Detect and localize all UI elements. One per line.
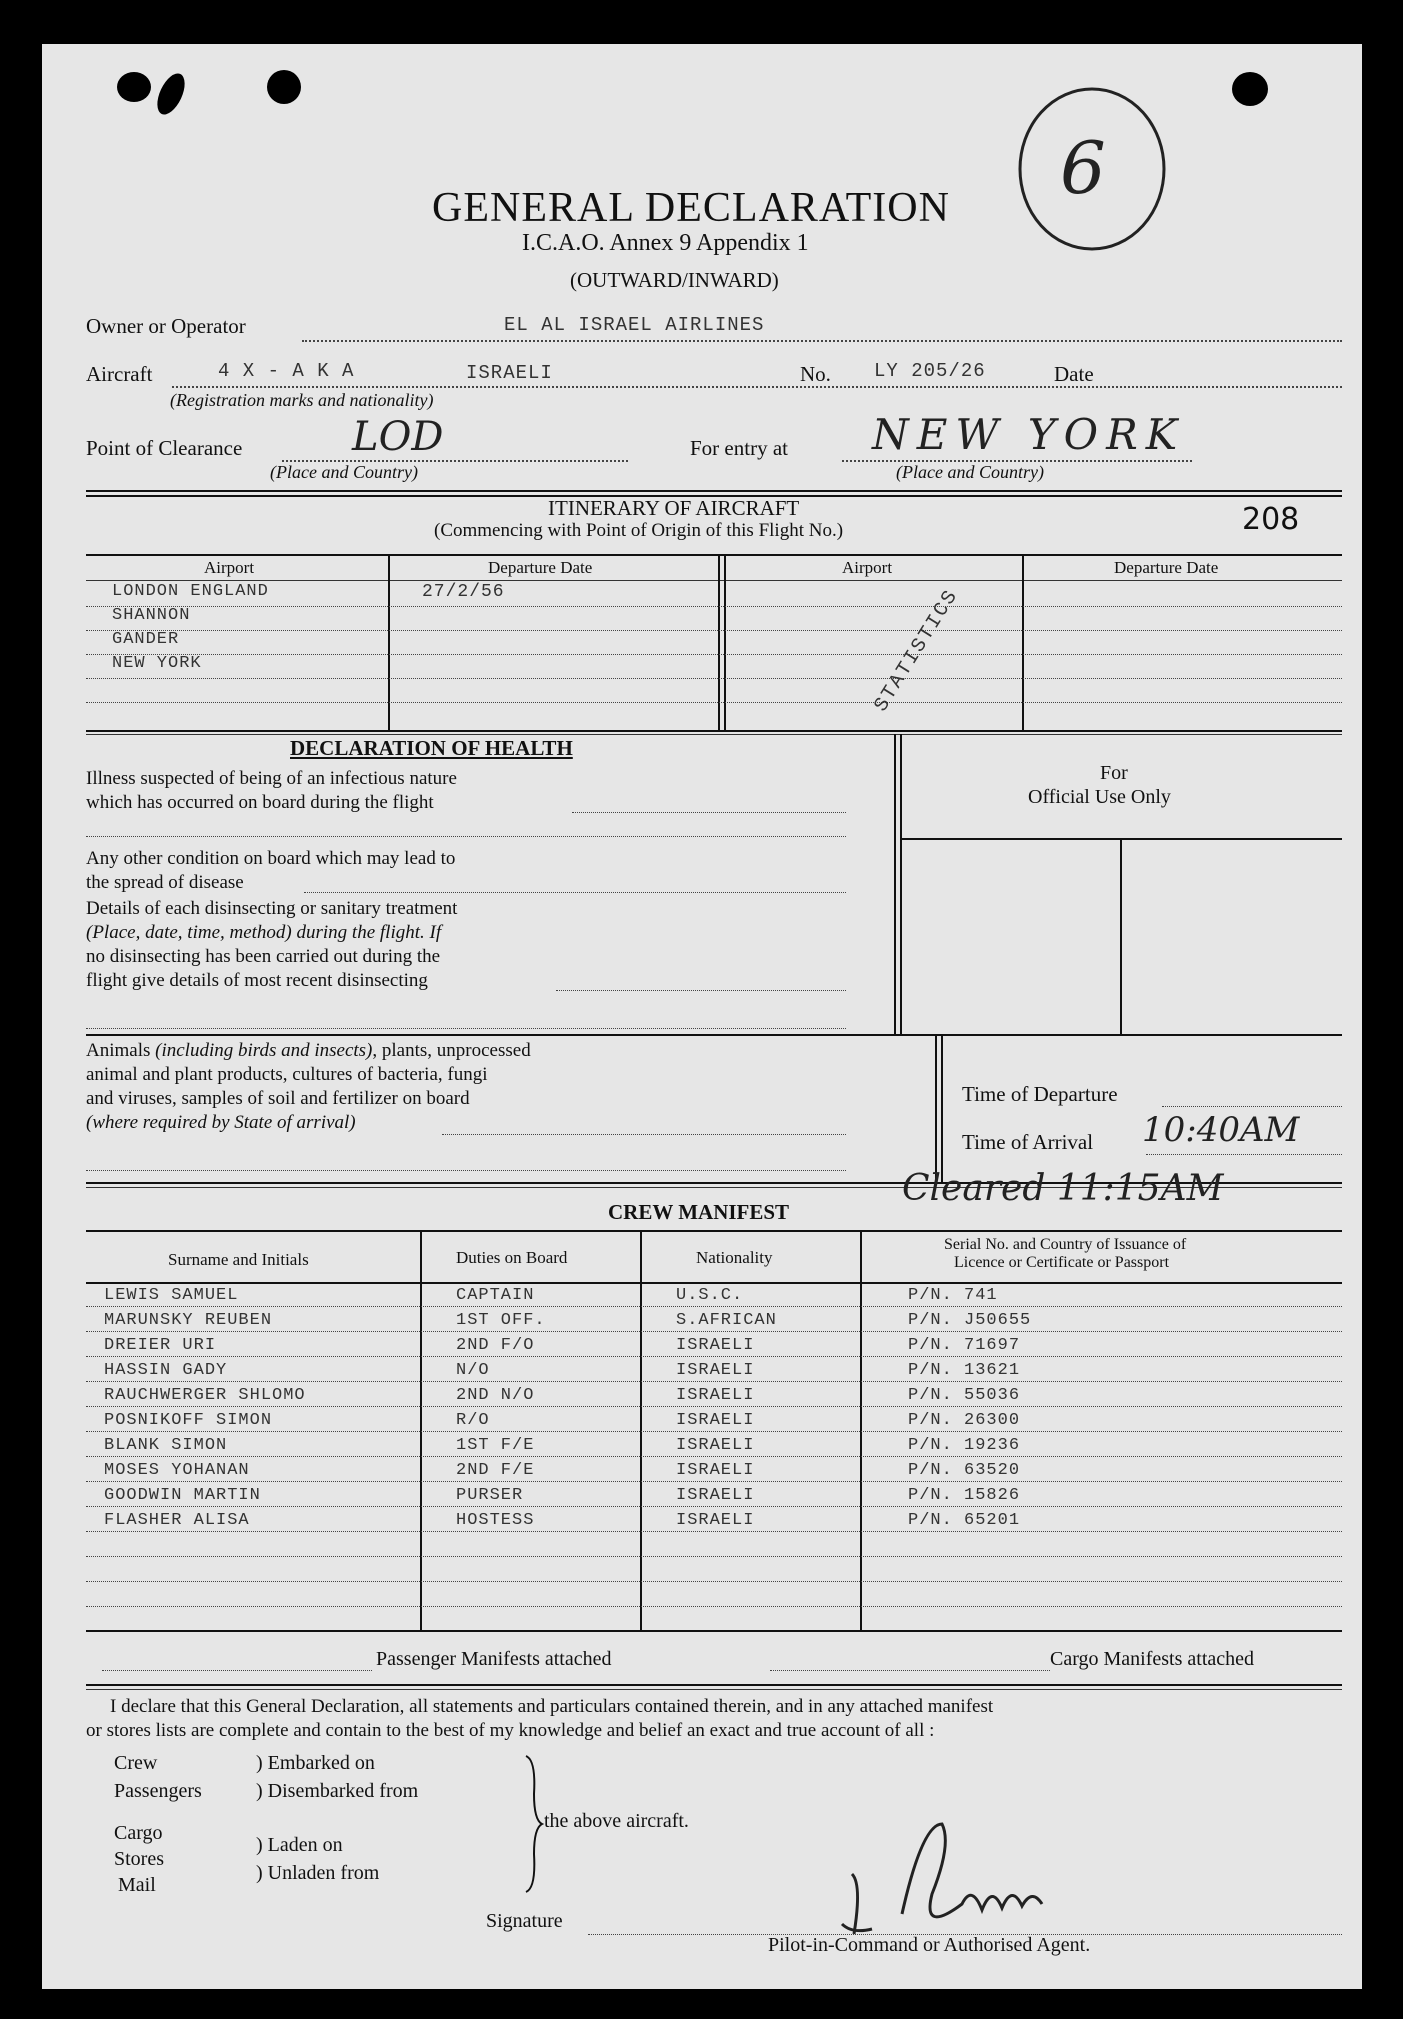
crew-row-line	[86, 1406, 1342, 1407]
declaration-embarked	[256, 1752, 375, 1775]
col-departure-2: Departure Date	[1114, 558, 1219, 577]
punch-hole	[1232, 72, 1268, 106]
official-for: For	[1100, 762, 1128, 784]
arrival-line	[1146, 1154, 1342, 1155]
owner-line	[302, 340, 1342, 342]
crew-col-duty: Duties on Board	[456, 1248, 568, 1267]
signature-icon	[812, 1784, 1052, 1944]
crew-col-serial-1: Serial No. and Country of Issuance of	[944, 1236, 1187, 1253]
crew-bottom-rule	[86, 1630, 1342, 1632]
health-q3-answer	[556, 990, 846, 991]
col-divider	[718, 554, 720, 730]
crew-col-divider	[640, 1230, 642, 1470]
crew-row-line	[86, 1531, 1342, 1532]
health-q1-line2: which has occurred on board during the flight	[86, 792, 434, 813]
crew-row-line	[86, 1331, 1342, 1332]
crew-duty: HOSTESS	[456, 1511, 535, 1530]
crew-col-name: Surname and Initials	[168, 1250, 309, 1269]
crew-serial: P/N. 65201	[908, 1511, 1021, 1530]
aircraft-label: Aircraft	[86, 362, 153, 386]
crew-nationality: ISRAELI	[676, 1486, 755, 1505]
declaration-crew: Crew	[114, 1752, 158, 1774]
entry-label: For entry at	[690, 436, 788, 460]
declaration-above-aircraft: the above aircraft.	[544, 1810, 689, 1832]
statistics-stamp: STATISTICS	[870, 585, 964, 717]
col-divider	[1022, 554, 1024, 730]
owner-value: EL AL ISRAEL AIRLINES	[504, 314, 765, 336]
declaration-mail: Mail	[118, 1874, 156, 1896]
date-label: Date	[1054, 362, 1094, 386]
crew-col-serial-2: Licence or Certificate or Passport	[954, 1254, 1170, 1271]
departure-label: Time of Departure	[962, 1082, 1118, 1106]
health-top-rule	[86, 730, 1342, 732]
animals-text-c: , plants, unprocessed	[372, 1040, 531, 1061]
crew-header-rule	[86, 1282, 1342, 1284]
crew-duty: R/O	[456, 1411, 490, 1430]
crew-nationality: ISRAELI	[676, 1436, 755, 1455]
animals-line1	[86, 1040, 531, 1062]
crew-serial: P/N. 63520	[908, 1461, 1021, 1480]
declaration-laden	[256, 1834, 343, 1857]
itinerary-airport-3: GANDER	[112, 630, 180, 649]
crew-row-line	[86, 1581, 1342, 1582]
health-q1-answer	[572, 812, 846, 813]
brace-mark: )	[256, 1862, 268, 1884]
unladen-text: Unladen from	[267, 1862, 380, 1884]
itinerary-title: ITINERARY OF AIRCRAFT	[548, 496, 800, 520]
registration-note: (Registration marks and nationality)	[170, 390, 434, 410]
rule	[86, 490, 1342, 492]
entry-place-note: (Place and Country)	[896, 462, 1044, 482]
crew-row-line	[86, 1506, 1342, 1507]
col-airport: Airport	[204, 558, 255, 577]
crew-serial: P/N. 15826	[908, 1486, 1021, 1505]
declaration-stores: Stores	[114, 1848, 164, 1870]
crew-nationality: ISRAELI	[676, 1361, 755, 1380]
official-use-only: Official Use Only	[1028, 786, 1171, 808]
official-box-divider	[1120, 838, 1122, 1034]
crew-col-nat: Nationality	[696, 1248, 773, 1267]
crew-name: FLASHER ALISA	[104, 1511, 250, 1530]
col-departure: Departure Date	[488, 558, 593, 577]
official-box-left	[894, 734, 896, 1034]
crew-col-divider	[860, 1230, 862, 1470]
passenger-manifest-line	[102, 1670, 372, 1671]
cleared-note: Cleared 11:15AM	[902, 1168, 1224, 1209]
crew-name: GOODWIN MARTIN	[104, 1486, 261, 1505]
crew-row-line	[86, 1381, 1342, 1382]
disembarked-text: Disembarked from	[267, 1780, 419, 1802]
itinerary-date-1: 27/2/56	[422, 582, 505, 602]
health-q3-line2: (Place, date, time, method) during the flight. If	[86, 922, 442, 943]
animals-top-rule	[86, 1034, 1342, 1036]
declaration-cargo: Cargo	[114, 1822, 163, 1844]
crew-nationality: ISRAELI	[676, 1461, 755, 1480]
health-q3-line3: no disinsecting has been carried out during the	[86, 946, 441, 967]
document-subtitle: I.C.A.O. Annex 9 Appendix 1	[522, 230, 809, 256]
col-airport-2: Airport	[842, 558, 893, 577]
animals-line4: (where required by State of arrival)	[86, 1112, 356, 1133]
health-q1-answer-2	[86, 836, 846, 837]
animals-line3: and viruses, samples of soil and fertilizer on board	[86, 1088, 470, 1109]
crew-name: MOSES YOHANAN	[104, 1461, 250, 1480]
col-divider	[388, 554, 390, 730]
crew-serial: P/N. J50655	[908, 1311, 1032, 1330]
itinerary-airport-4: NEW YORK	[112, 654, 202, 673]
document-page	[42, 44, 1362, 1989]
crew-row-line	[86, 1456, 1342, 1457]
animals-line2: animal and plant products, cultures of bacteria, fungi	[86, 1064, 488, 1085]
crew-nationality: ISRAELI	[676, 1336, 755, 1355]
punch-hole	[117, 72, 151, 102]
crew-duty: 1ST OFF.	[456, 1311, 546, 1330]
crew-row-line	[86, 1556, 1342, 1557]
crew-name: LEWIS SAMUEL	[104, 1286, 239, 1305]
arrival-label: Time of Arrival	[962, 1130, 1094, 1154]
clearance-label: Point of Clearance	[86, 436, 243, 460]
crew-row-line	[86, 1431, 1342, 1432]
crew-duty: 2ND F/E	[456, 1461, 535, 1480]
crew-nationality: U.S.C.	[676, 1286, 744, 1305]
crew-nationality: ISRAELI	[676, 1411, 755, 1430]
flight-no-label: No.	[800, 362, 831, 386]
declaration-top-rule-2	[86, 1689, 1342, 1690]
row-line	[86, 606, 1342, 607]
departure-line	[1162, 1106, 1342, 1107]
row-line	[86, 654, 1342, 655]
crew-name: RAUCHWERGER SHLOMO	[104, 1386, 306, 1405]
crew-serial: P/N. 19236	[908, 1436, 1021, 1455]
declaration-passengers: Passengers	[114, 1780, 202, 1802]
aircraft-registration: 4 X - A K A	[218, 360, 355, 382]
crew-name: HASSIN GADY	[104, 1361, 228, 1380]
crew-row-line	[86, 1356, 1342, 1357]
brace-mark: )	[256, 1752, 268, 1774]
health-q2-line2: the spread of disease	[86, 872, 244, 893]
crew-table-top	[86, 1230, 1342, 1232]
crew-name: POSNIKOFF SIMON	[104, 1411, 273, 1430]
crew-duty: PURSER	[456, 1486, 524, 1505]
embarked-text: Embarked on	[267, 1752, 375, 1774]
animals-text-b: (including birds and insects)	[155, 1040, 373, 1061]
declaration-text-1: I declare that this General Declaration, all statements and particulars contained therein, and in any attached manifest	[110, 1696, 994, 1717]
itinerary-airport-2: SHANNON	[112, 606, 191, 625]
pilot-label: Pilot-in-Command or Authorised Agent.	[768, 1934, 1091, 1956]
col-divider	[724, 554, 726, 730]
passenger-manifests: Passenger Manifests attached	[376, 1648, 612, 1670]
laden-text: Laden on	[267, 1834, 343, 1856]
row-line	[86, 678, 1342, 679]
clearance-place-note: (Place and Country)	[270, 462, 418, 482]
crew-nationality: ISRAELI	[676, 1386, 755, 1405]
official-box-left-2	[900, 734, 902, 1034]
brace-icon	[522, 1754, 546, 1894]
crew-name: MARUNSKY REUBEN	[104, 1311, 273, 1330]
itinerary-header-rule	[86, 580, 1342, 581]
crew-serial: P/N. 55036	[908, 1386, 1021, 1405]
direction-label: (OUTWARD/INWARD)	[570, 268, 779, 292]
crew-duty: CAPTAIN	[456, 1286, 535, 1305]
cargo-manifest-line	[770, 1670, 1050, 1671]
crew-name: DREIER URI	[104, 1336, 217, 1355]
crew-nationality: S.AFRICAN	[676, 1311, 777, 1330]
punch-hole	[152, 69, 191, 118]
crew-serial: P/N. 741	[908, 1286, 998, 1305]
health-q3-answer-2	[86, 1028, 846, 1029]
crew-col-divider	[420, 1230, 422, 1470]
health-q3-line1: Details of each disinsecting or sanitary treatment	[86, 898, 458, 919]
row-line	[86, 702, 1342, 703]
health-q3-line4: flight give details of most recent disinsecting	[86, 970, 428, 991]
crew-serial: P/N. 71697	[908, 1336, 1021, 1355]
entry-value: NEW YORK	[872, 410, 1186, 459]
circled-number: 6	[1060, 126, 1106, 210]
declaration-unladen	[256, 1862, 379, 1885]
punch-hole	[267, 70, 301, 104]
health-q2-line1: Any other condition on board which may lead to	[86, 848, 456, 869]
owner-label: Owner or Operator	[86, 314, 246, 338]
health-q2-answer	[304, 892, 846, 893]
crew-row-line	[86, 1606, 1342, 1607]
time-box-left	[935, 1034, 937, 1182]
declaration-text-2: or stores lists are complete and contain to the best of my knowledge and belief an exact and true account of all :	[86, 1720, 935, 1741]
signature-label: Signature	[486, 1910, 563, 1932]
aircraft-line	[172, 386, 1342, 388]
itinerary-number: 208	[1242, 502, 1300, 537]
crew-serial: P/N. 26300	[908, 1411, 1021, 1430]
crew-row-line	[86, 1306, 1342, 1307]
crew-duty: 2ND F/O	[456, 1336, 535, 1355]
itinerary-airport-1: LONDON ENGLAND	[112, 582, 269, 601]
brace-mark: )	[256, 1780, 268, 1802]
crew-duty: N/O	[456, 1361, 490, 1380]
health-title: DECLARATION OF HEALTH	[290, 736, 573, 760]
crew-nationality: ISRAELI	[676, 1511, 755, 1530]
crew-duty: 2ND N/O	[456, 1386, 535, 1405]
health-q1-line1: Illness suspected of being of an infectious nature	[86, 768, 457, 789]
animals-answer-2	[86, 1170, 846, 1171]
crew-name: BLANK SIMON	[104, 1436, 228, 1455]
animals-answer	[442, 1134, 846, 1135]
declaration-top-rule	[86, 1684, 1342, 1686]
crew-row-line	[86, 1481, 1342, 1482]
crew-title: CREW MANIFEST	[608, 1200, 790, 1224]
crew-serial: P/N. 13621	[908, 1361, 1021, 1380]
crew-duty: 1ST F/E	[456, 1436, 535, 1455]
brace-mark: )	[256, 1834, 268, 1856]
declaration-disembarked	[256, 1780, 418, 1803]
itinerary-subtitle: (Commencing with Point of Origin of this Flight No.)	[434, 520, 844, 541]
cargo-manifests: Cargo Manifests attached	[1050, 1648, 1255, 1670]
arrival-value: 10:40AM	[1142, 1110, 1300, 1150]
time-box-left-2	[941, 1034, 943, 1182]
clearance-value: LOD	[352, 414, 444, 460]
document-title: GENERAL DECLARATION	[432, 185, 950, 231]
health-top-rule-2	[86, 734, 1342, 735]
flight-number: LY 205/26	[874, 360, 986, 382]
animals-text-a: Animals	[86, 1040, 156, 1061]
aircraft-nationality: ISRAELI	[466, 362, 553, 384]
row-line	[86, 630, 1342, 631]
itinerary-table-top	[86, 554, 1342, 556]
